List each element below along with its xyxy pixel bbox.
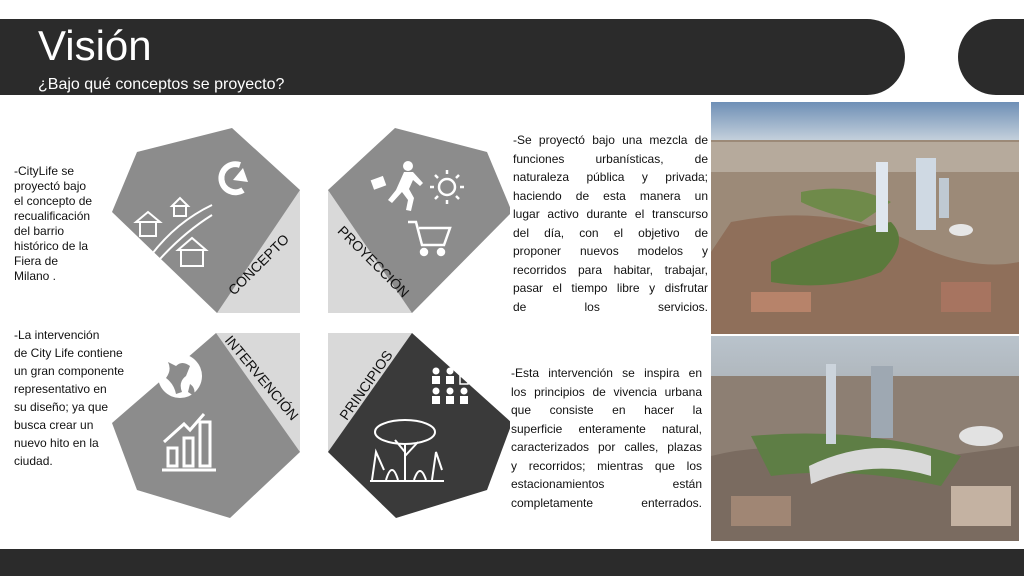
text-line: histórico de la (14, 239, 89, 253)
footer-bar (0, 549, 1024, 576)
octagon-diagram (110, 120, 510, 520)
text-line: los principios de vivencia urbana (511, 384, 702, 399)
page-subtitle: ¿Bajo qué conceptos se proyecto? (38, 76, 285, 93)
page-title: Visión (38, 22, 152, 69)
segment-intervencion (112, 332, 302, 518)
text-line: completamente enterrados. (511, 495, 702, 510)
text-line: y recorridos; mientras que los (511, 458, 702, 473)
text-line: -La intervención (14, 328, 100, 342)
concept-description (14, 164, 104, 284)
segment-principios (328, 333, 510, 518)
text-line: busca crear un (14, 418, 94, 432)
text-line: nuevo hito en la (14, 436, 99, 450)
principles-description (511, 364, 702, 512)
text-line: -Se proyectó bajo una mezcla de (513, 133, 708, 147)
text-line: caracterizados por calles, plazas (511, 440, 702, 454)
text-line: del barrio (14, 224, 65, 238)
text-line: del día, con el objetivo de (513, 225, 708, 240)
text-line: su diseño; ya que (14, 400, 109, 414)
text-line: lugar activo durante el transcurso (513, 207, 708, 221)
segment-label-intervencion: INTERVENCIÓN (221, 332, 302, 424)
segment-concepto (112, 128, 300, 313)
text-line: un gran componente (14, 364, 125, 378)
segment-label-concepto: CONCEPTO (224, 230, 293, 299)
text-line: haciendo de esta manera un (513, 188, 708, 203)
aerial-city-photo (711, 102, 1019, 334)
text-line: pasar el tiempo libre y disfrutar (513, 281, 708, 295)
development-render-photo (711, 336, 1019, 541)
text-line: ciudad. (14, 454, 53, 468)
text-line: recorridos para habitar, trabajar, (513, 262, 708, 277)
text-line: funciones urbanísticas, de (513, 151, 708, 166)
text-line: -Esta intervención se inspira en (511, 366, 702, 380)
text-line: de City Life contiene (14, 346, 123, 360)
text-line: estacionamientos están (511, 477, 702, 491)
segment-label-principios: PRINCIPIOS (336, 347, 396, 423)
text-line: Fiera de (14, 254, 59, 268)
segment-label-proyeccion: PROYECCIÓN (334, 222, 413, 301)
text-line: el concepto de (14, 194, 93, 208)
globe-icon (158, 354, 202, 398)
text-line: superficie enteramente natural, (511, 421, 702, 436)
text-line: proponer nuevos modelos y (513, 244, 708, 258)
header-cap-decoration (958, 19, 1024, 95)
projection-description (513, 131, 708, 316)
segment-proyeccion (328, 128, 510, 313)
text-line: representativo en (14, 382, 107, 396)
text-line: proyectó bajo (14, 179, 87, 193)
text-line: de los servicios. (513, 299, 708, 314)
text-line: que consiste en hacer la (511, 403, 702, 417)
text-line: Milano . (14, 269, 57, 283)
text-line: recualificación (14, 209, 91, 223)
text-line: naturaleza pública y privada; (513, 170, 708, 184)
text-line: -CityLife se (14, 164, 75, 178)
